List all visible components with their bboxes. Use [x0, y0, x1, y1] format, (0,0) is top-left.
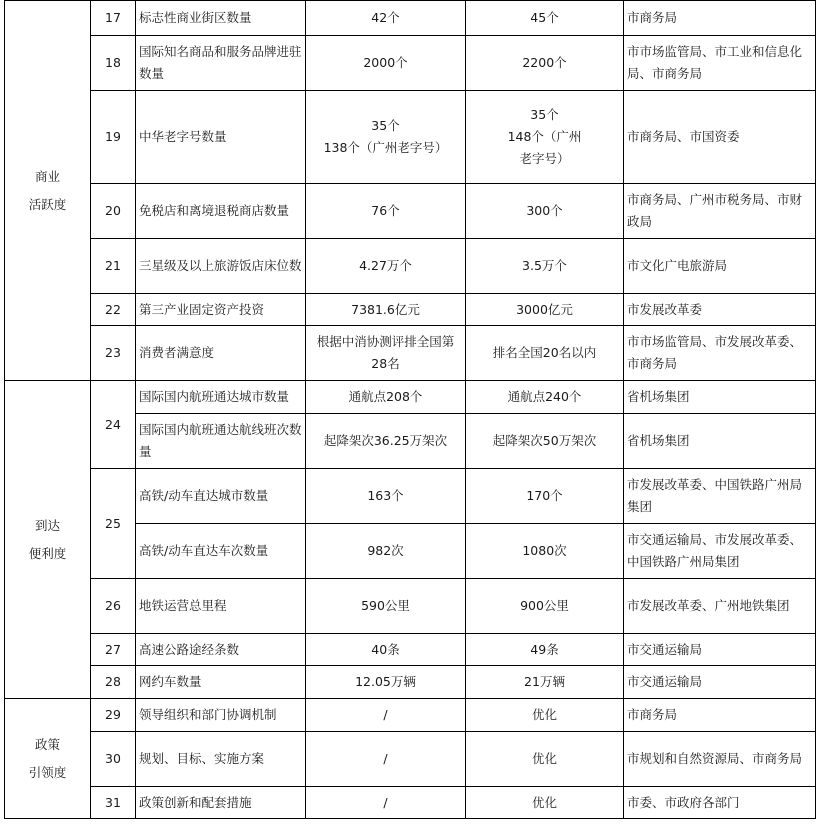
responsible-dept: 市商务局、广州市税务局、市财政局 — [624, 184, 816, 239]
current-value: 2000个 — [306, 36, 466, 91]
target-value: 2200个 — [466, 36, 624, 91]
indicator-name: 标志性商业街区数量 — [136, 1, 306, 36]
row-number: 20 — [91, 184, 136, 239]
responsible-dept: 市规划和自然资源局、市商务局 — [624, 732, 816, 787]
table-row — [5, 239, 816, 294]
category-cell: 到达 便利度 — [5, 381, 91, 699]
current-value: 起降架次36.25万架次 — [306, 414, 466, 469]
responsible-dept: 市商务局、市国资委 — [624, 91, 816, 184]
indicator-name: 领导组织和部门协调机制 — [136, 699, 306, 732]
current-value: 42个 — [306, 1, 466, 36]
indicator-name: 高铁/动车直达城市数量 — [136, 469, 306, 524]
current-value: / — [306, 732, 466, 787]
responsible-dept: 市交通运输局 — [624, 634, 816, 666]
table-row — [5, 732, 816, 787]
table-row — [5, 381, 816, 414]
row-number: 17 — [91, 1, 136, 36]
table-row — [5, 666, 816, 699]
indicator-name: 中华老字号数量 — [136, 91, 306, 184]
current-value: 根据中消协测评排全国第28名 — [306, 326, 466, 381]
indicator-name: 第三产业固定资产投资 — [136, 294, 306, 326]
current-value: 590公里 — [306, 579, 466, 634]
target-value: 3.5万个 — [466, 239, 624, 294]
row-number: 22 — [91, 294, 136, 326]
current-value: 12.05万辆 — [306, 666, 466, 699]
indicator-name: 国际知名商品和服务品牌进驻数量 — [136, 36, 306, 91]
table-row — [5, 184, 816, 239]
responsible-dept: 市市场监管局、市工业和信息化局、市商务局 — [624, 36, 816, 91]
indicator-table — [4, 0, 816, 819]
indicator-name: 三星级及以上旅游饭店床位数 — [136, 239, 306, 294]
responsible-dept: 市委、市政府各部门 — [624, 787, 816, 819]
target-value: 1080次 — [466, 524, 624, 579]
target-value: 优化 — [466, 699, 624, 732]
row-number: 28 — [91, 666, 136, 699]
indicator-name: 免税店和离境退税商店数量 — [136, 184, 306, 239]
target-value: 49条 — [466, 634, 624, 666]
current-value: 40条 — [306, 634, 466, 666]
row-number: 30 — [91, 732, 136, 787]
current-value: 4.27万个 — [306, 239, 466, 294]
indicator-name: 高速公路途经条数 — [136, 634, 306, 666]
target-value: 170个 — [466, 469, 624, 524]
target-value: 优化 — [466, 732, 624, 787]
responsible-dept: 市交通运输局 — [624, 666, 816, 699]
indicator-name: 国际国内航班通达航线班次数量 — [136, 414, 306, 469]
responsible-dept: 市文化广电旅游局 — [624, 239, 816, 294]
responsible-dept: 市商务局 — [624, 699, 816, 732]
responsible-dept: 市商务局 — [624, 1, 816, 36]
row-number: 18 — [91, 36, 136, 91]
indicator-name: 国际国内航班通达城市数量 — [136, 381, 306, 414]
target-value: 排名全国20名以内 — [466, 326, 624, 381]
row-number: 26 — [91, 579, 136, 634]
table-row — [5, 36, 816, 91]
category-cell: 商业 活跃度 — [5, 1, 91, 381]
table-row — [5, 294, 816, 326]
responsible-dept: 省机场集团 — [624, 381, 816, 414]
table-row — [5, 634, 816, 666]
table-row — [5, 91, 816, 184]
row-number: 23 — [91, 326, 136, 381]
target-value: 21万辆 — [466, 666, 624, 699]
target-value: 3000亿元 — [466, 294, 624, 326]
indicator-name: 消费者满意度 — [136, 326, 306, 381]
table-row — [5, 787, 816, 819]
indicator-name: 政策创新和配套措施 — [136, 787, 306, 819]
responsible-dept: 市发展改革委、广州地铁集团 — [624, 579, 816, 634]
row-number: 19 — [91, 91, 136, 184]
row-number: 27 — [91, 634, 136, 666]
indicator-name: 高铁/动车直达车次数量 — [136, 524, 306, 579]
responsible-dept: 市市场监管局、市发展改革委、市商务局 — [624, 326, 816, 381]
current-value: / — [306, 699, 466, 732]
current-value: 76个 — [306, 184, 466, 239]
responsible-dept: 市交通运输局、市发展改革委、中国铁路广州局集团 — [624, 524, 816, 579]
target-value: 起降架次50万架次 — [466, 414, 624, 469]
table-row — [5, 469, 816, 524]
indicator-name: 地铁运营总里程 — [136, 579, 306, 634]
table-row — [5, 1, 816, 36]
responsible-dept: 市发展改革委、中国铁路广州局集团 — [624, 469, 816, 524]
row-number: 24 — [91, 381, 136, 469]
indicator-name: 网约车数量 — [136, 666, 306, 699]
target-value: 300个 — [466, 184, 624, 239]
current-value: 通航点208个 — [306, 381, 466, 414]
target-value: 通航点240个 — [466, 381, 624, 414]
row-number: 31 — [91, 787, 136, 819]
current-value: / — [306, 787, 466, 819]
row-number: 25 — [91, 469, 136, 579]
row-number: 21 — [91, 239, 136, 294]
target-value: 900公里 — [466, 579, 624, 634]
target-value: 优化 — [466, 787, 624, 819]
current-value: 35个 138个（广州老字号） — [306, 91, 466, 184]
category-cell: 政策 引领度 — [5, 699, 91, 819]
target-value: 45个 — [466, 1, 624, 36]
indicator-name: 规划、目标、实施方案 — [136, 732, 306, 787]
row-number: 29 — [91, 699, 136, 732]
table-row — [5, 699, 816, 732]
responsible-dept: 市发展改革委 — [624, 294, 816, 326]
table-row — [5, 579, 816, 634]
current-value: 982次 — [306, 524, 466, 579]
responsible-dept: 省机场集团 — [624, 414, 816, 469]
current-value: 163个 — [306, 469, 466, 524]
table-row — [5, 326, 816, 381]
current-value: 7381.6亿元 — [306, 294, 466, 326]
target-value: 35个 148个（广州 老字号） — [466, 91, 624, 184]
